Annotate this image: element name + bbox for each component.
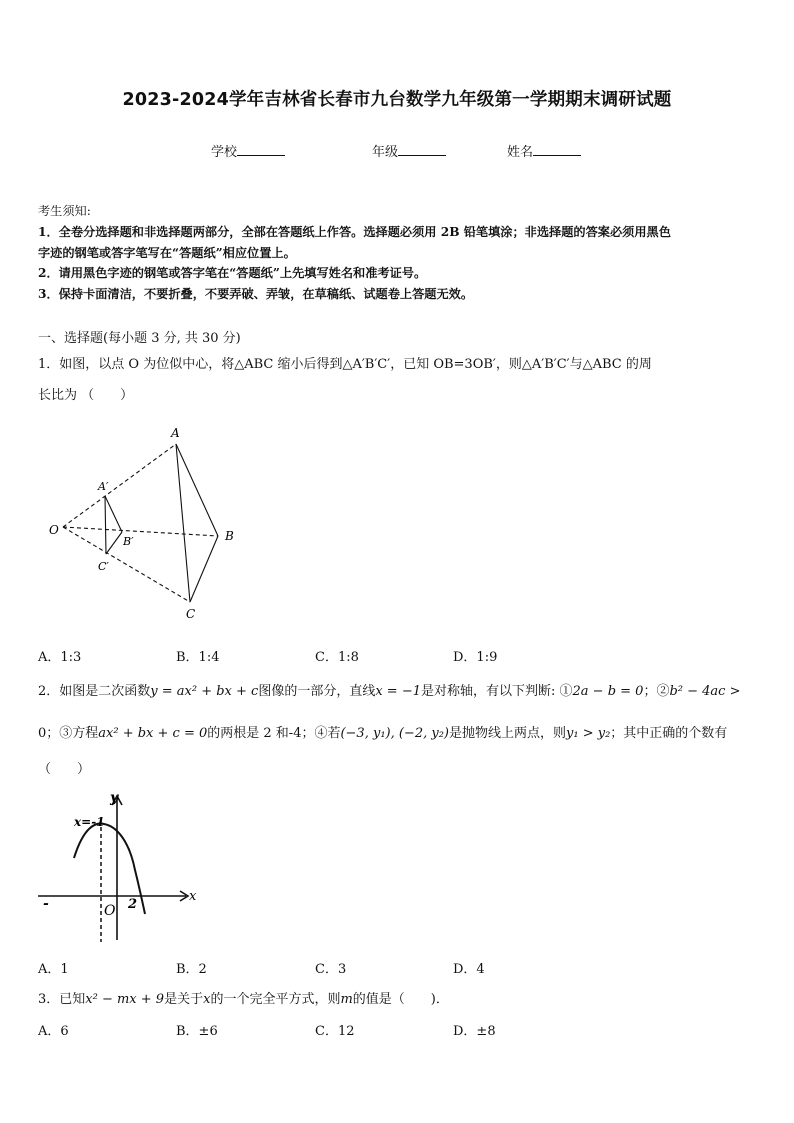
notice-item-1: 1．全卷分选择题和非选择题两部分，全部在答题纸上作答。选择题必须用 2B 铅笔填涂；非选择题的答案必须用黑色 (38, 225, 671, 239)
notice-heading: 考生须知: (38, 204, 91, 218)
q2-text-line2 (38, 722, 727, 741)
side-AC (176, 444, 190, 602)
side-A1C1 (105, 496, 106, 554)
q3-formula-expression: x² − mx + 9 (85, 992, 165, 1007)
name-blank (533, 143, 581, 156)
q1-text-line1: 1．如图，以点 O 为位似中心，将△ABC 缩小后得到△A′B′C′，已知 OB=3OB′，则△A′B′C′与△ABC 的周 (38, 357, 652, 372)
label-C: C (186, 607, 196, 621)
q2-option-a: A．1 (38, 962, 69, 977)
label-A: A (171, 426, 180, 440)
q2-option-c: C．3 (315, 962, 347, 977)
q1-option-a: A．1:3 (38, 650, 82, 665)
side-B1C1 (106, 532, 122, 554)
q2-formula-2: b² − 4ac > (669, 684, 741, 699)
label-axis-line: x=-1 (74, 815, 105, 829)
name-field (507, 141, 581, 160)
q2-line1-part-b: 图像的一部分，直线 (258, 684, 376, 699)
q2-line2-part-d: ；其中正确的个数有 (610, 726, 728, 741)
label-C-prime: C′ (98, 560, 109, 573)
q2-line2-part-b: 的两根是 2 和-4；④若 (207, 726, 341, 741)
q2-line1-part-d: ；② (643, 684, 670, 699)
q3-option-b: B．±6 (176, 1024, 218, 1039)
school-field (211, 141, 285, 160)
q3-formula-m: m (340, 992, 353, 1007)
ray-OB (63, 527, 218, 536)
grade-label: 年级 (372, 145, 399, 160)
side-A1B1 (105, 496, 122, 532)
q3-part-a: 3．已知 (38, 992, 86, 1007)
q1-option-b: B．1:4 (176, 650, 220, 665)
q3-option-d: D．±8 (453, 1024, 496, 1039)
notice-item-3: 3．保持卡面清洁，不要折叠，不要弄破、弄皱，在草稿纸、试题卷上答题无效。 (38, 287, 474, 301)
q3-text (38, 988, 449, 1007)
q3-part-c: 的一个完全平方式，则 (210, 992, 341, 1007)
q2-formula-points: (−3, y₁), (−2, y₂) (340, 726, 449, 741)
q2-formula-axis: x = −1 (375, 684, 421, 699)
grade-blank (398, 143, 446, 156)
label-B-prime: B′ (123, 535, 134, 548)
school-label: 学校 (211, 145, 238, 160)
q3-option-c: C．12 (315, 1024, 355, 1039)
q3-option-a: A．6 (38, 1024, 69, 1039)
q2-formula-1: 2a − b = 0 (572, 684, 644, 699)
q2-formula-equation: ax² + bx + c = 0 (98, 726, 208, 741)
q1-figure (40, 420, 250, 625)
q2-text-line3: （ ） (38, 762, 91, 777)
name-label: 姓名 (507, 145, 534, 160)
q3-part-b: 是关于 (164, 992, 204, 1007)
label-y: y (110, 790, 119, 806)
notice-item-2: 2．请用黑色字迹的钢笔或答字笔在“答题纸”上先填写姓名和准考证号。 (38, 266, 427, 280)
q2-figure (34, 790, 204, 950)
ray-OA (63, 444, 176, 527)
label-A-prime: A′ (98, 480, 109, 493)
q1-option-d: D．1:9 (453, 650, 498, 665)
q2-line1-part-c: 是对称轴，有以下判断: ① (421, 684, 573, 699)
q2-text-line1 (38, 680, 741, 699)
label-two: 2 (128, 897, 138, 912)
q3-part-d: 的值是（ )． (352, 992, 449, 1007)
label-O: O (49, 523, 59, 537)
q3-formula-x: x (203, 992, 211, 1007)
label-B: B (225, 529, 234, 543)
q2-formula-compare: y₁ > y₂ (566, 726, 611, 741)
section-heading: 一、选择题(每小题 3 分, 共 30 分) (38, 331, 241, 346)
q2-option-b: B．2 (176, 962, 207, 977)
page-title: 2023-2024学年吉林省长春市九台数学九年级第一学期期末调研试题 (122, 90, 672, 110)
label-x: x (189, 889, 197, 904)
q2-line1-part-a: 2．如图是二次函数 (38, 684, 151, 699)
q2-line2-part-a: 0；③方程 (38, 726, 99, 741)
label-minus: - (43, 896, 49, 912)
grade-field (372, 141, 446, 160)
q2-option-d: D．4 (453, 962, 485, 977)
q1-option-c: C．1:8 (315, 650, 359, 665)
q2-formula-quadratic: y = ax² + bx + c (150, 684, 259, 699)
q2-line2-part-c: 是抛物线上两点，则 (449, 726, 567, 741)
school-blank (237, 143, 285, 156)
notice-item-1-cont: 字迹的钢笔或答字笔写在“答题纸”相应位置上。 (38, 246, 296, 260)
side-BC (190, 536, 218, 602)
label-origin: O (104, 903, 116, 919)
q1-text-line2: 长比为 （ ） (38, 388, 134, 403)
side-AB (176, 444, 218, 536)
